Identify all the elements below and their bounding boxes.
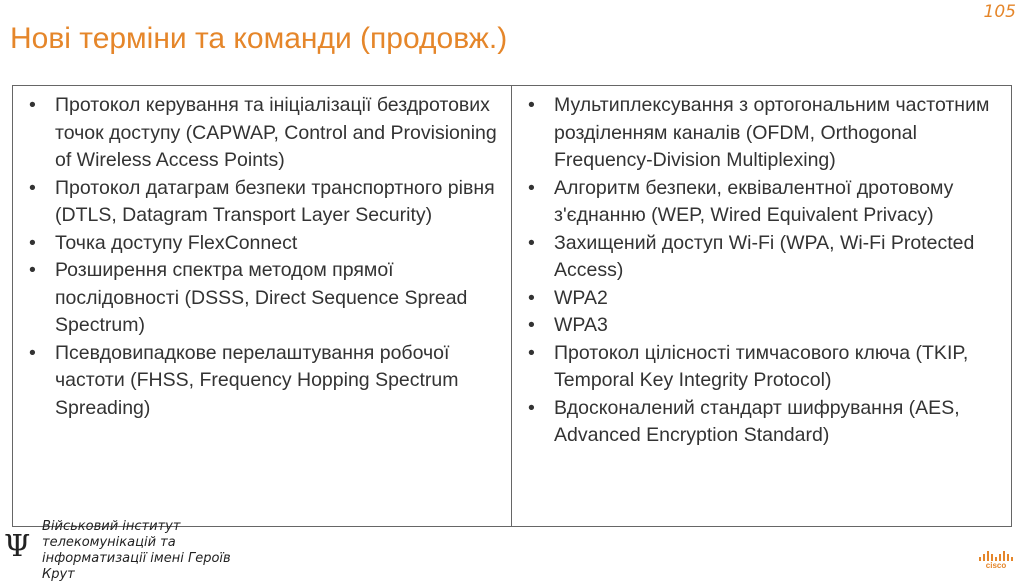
list-item: • Алгоритм безпеки, еквівалентної дротовому з'єднанню (WEP, Wired Equivalent Privacy): [528, 175, 1003, 230]
trident-logo-icon: Ψ: [4, 529, 31, 564]
list-item: • Псевдовипадкове перелаштування робочої частоти (FHSS, Frequency Hopping Spectrum Spreading): [29, 340, 503, 423]
cisco-logo-text: cisco: [985, 561, 1007, 570]
institute-name: Військовий інститут телекомунікацій та інформатизації імені Героїв Крут: [42, 519, 231, 582]
list-item: • Захищений доступ Wi-Fi (WPA, Wi-Fi Protected Access): [528, 230, 1003, 285]
list-item: • WPA2: [528, 285, 1003, 313]
list-item: • WPA3: [528, 312, 1003, 340]
left-column: [13, 86, 512, 526]
slide-title: Нові терміни та команди (продовж.): [10, 22, 508, 55]
list-item: • Розширення спектра методом прямої послідовності (DSSS, Direct Sequence Spread Spectrum): [29, 257, 503, 340]
list-item: • Вдосконалений стандарт шифрування (AES, Advanced Encryption Standard): [528, 395, 1003, 450]
list-item: • Протокол цілісності тимчасового ключа (TKIP, Temporal Key Integrity Protocol): [528, 340, 1003, 395]
cisco-logo-icon: [976, 551, 1016, 570]
list-item: • Протокол керування та ініціалізації бездротових точок доступу (CAPWAP, Control and Provisioning of Wireless Access Points): [29, 92, 503, 175]
list-item: • Протокол датаграм безпеки транспортного рівня (DTLS, Datagram Transport Layer Security): [29, 175, 503, 230]
right-column: [512, 86, 1011, 526]
list-item: • Мультиплексування з ортогональним частотним розділенням каналів (OFDM, Orthogonal Frequency-Division Multiplexing): [528, 92, 1003, 175]
terms-table: [12, 85, 1012, 527]
institute-footer: [0, 519, 260, 582]
list-item: • Точка доступу FlexConnect: [29, 230, 503, 258]
page-number: 105: [983, 2, 1016, 22]
